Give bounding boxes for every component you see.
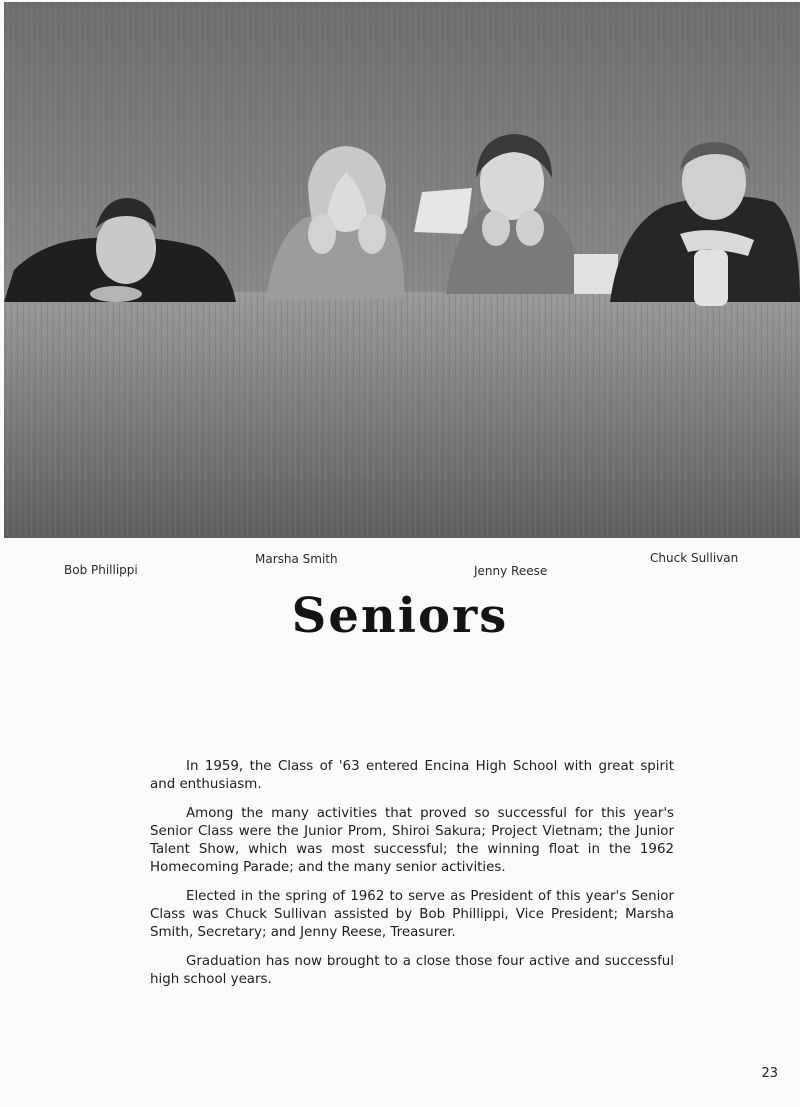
page-title: Seniors — [291, 588, 509, 644]
caption-chuck-sullivan: Chuck Sullivan — [650, 551, 739, 565]
class-officers-photo — [4, 2, 800, 538]
paragraph: In 1959, the Class of '63 entered Encina High School with great spirit and enthusiasm. — [150, 759, 674, 792]
caption-marsha-smith: Marsha Smith — [255, 552, 338, 566]
page-number: 23 — [761, 1066, 778, 1081]
paragraph: Among the many activities that proved so successful for this year's Senior Class were the Junior Prom, Shiroi Sakura; Project Vietnam; the Junior Talent Show, which was most successful; the winning float in the 1962 Homecoming Parade; and the many senior activities. — [150, 806, 674, 875]
caption-bob-phillippi: Bob Phillippi — [64, 563, 138, 577]
article-body — [150, 758, 674, 1000]
paragraph: Graduation has now brought to a close those four active and successful high school years. — [150, 954, 674, 987]
photo-illustration — [4, 2, 800, 538]
caption-jenny-reese: Jenny Reese — [474, 564, 548, 578]
paragraph: Elected in the spring of 1962 to serve as President of this year's Senior Class was Chuck Sullivan assisted by Bob Phillippi, Vice President; Marsha Smith, Secretary; and Jenny Reese, Treasurer. — [150, 889, 674, 940]
